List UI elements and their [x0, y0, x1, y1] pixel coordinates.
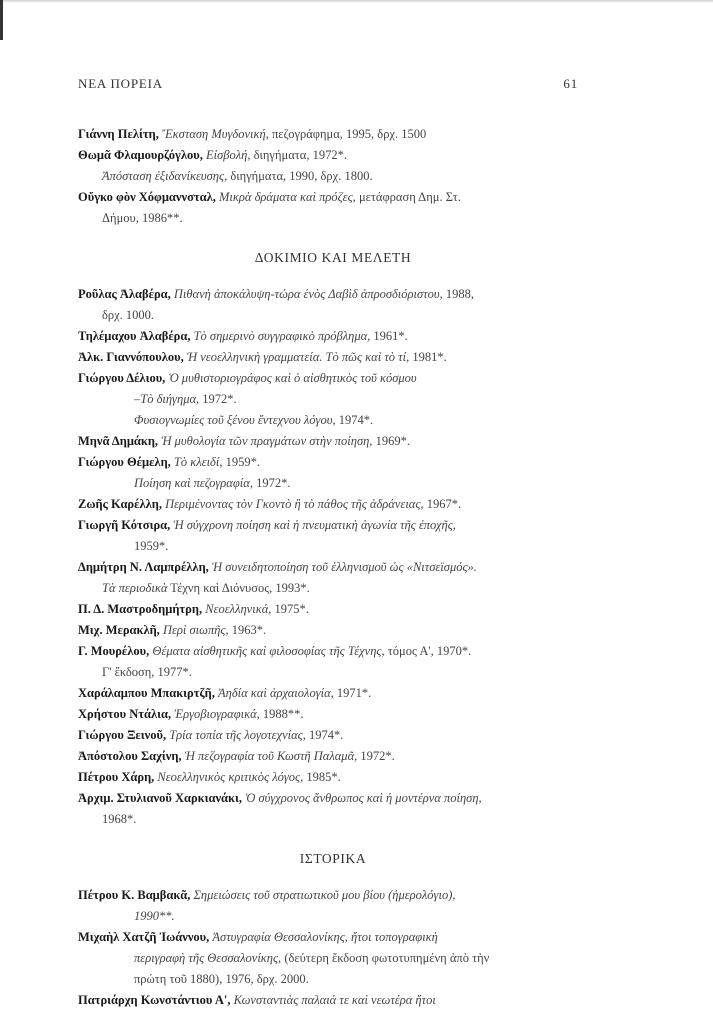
entry-details: μετάφραση Δημ. Στ.: [355, 190, 461, 204]
entry-details: 1972*.: [357, 749, 395, 763]
entry-work-title: Περὶ σιωπῆς,: [162, 623, 229, 637]
entry-details: (δεύτερη ἔκδοση φωτοτυπημένη ἀπὸ τὴν: [281, 951, 490, 965]
bibliography-entry: [78, 474, 588, 492]
entry-details: πρώτη τοῦ 1880), 1976, δρχ. 2000.: [134, 972, 309, 986]
scan-edge-top: [0, 0, 713, 3]
bibliography-entry: [78, 348, 588, 366]
entry-details: 1988,: [442, 287, 475, 301]
page-number: 61: [563, 76, 578, 91]
entry-work-title: περιγραφὴ τῆς Θεσσαλονίκης,: [134, 951, 282, 965]
history-entry-list: [78, 886, 588, 1009]
bibliography-entry: [78, 684, 588, 702]
entry-details: 1972*.: [252, 476, 291, 490]
entry-work-title: Ἀστυγραφία Θεσσαλονίκης, ἤτοι τοπογραφικὴ: [212, 930, 438, 944]
bibliography-entry: [78, 411, 588, 429]
entry-details: 1974*.: [305, 728, 344, 742]
entry-work-title: Εἰσβολή,: [206, 148, 251, 162]
bibliography-entry: [78, 810, 588, 828]
entry-details: 1972*.: [199, 392, 237, 406]
entry-work-title: Ποίηση καὶ πεζογραφία,: [134, 476, 253, 490]
entry-work-title: Περιμένοντας τὸν Γκοντὸ ἢ τὸ πάθος τῆς ἀδράνειας,: [165, 497, 424, 511]
bibliography-entry: [78, 432, 588, 450]
entry-details: διηγήματα, 1990, δρχ. 1800.: [227, 169, 373, 183]
bibliography-entry: [78, 306, 588, 324]
entry-work-title: Τὸ σημερινὸ συγγραφικὸ πρόβλημα,: [193, 329, 371, 343]
entry-author: Μιχαὴλ Χατζῆ Ἰωάννου,: [78, 930, 213, 944]
entry-work-title: Φυσιογνωμίες τοῦ ξένου ἔντεχνου λόγου,: [134, 413, 336, 427]
bibliography-entry: [78, 369, 588, 387]
bibliography-entry: [78, 327, 588, 345]
bibliography-entry: [78, 970, 588, 988]
bibliography-entry: [78, 167, 588, 185]
entry-author: Οὔγκο φὸν Χόφμαννσταλ,: [78, 190, 220, 204]
entry-work-title: Ὁ μυθιστοριογράφος καὶ ὁ αἰσθητικὸς τοῦ κόσμου: [168, 371, 417, 385]
entry-work-title: Ἡ σύγχρονη ποίηση καὶ ἡ πνευματικὴ ἀγωνία τῆς ἐποχῆς,: [173, 518, 456, 532]
bibliography-entry: [78, 768, 588, 786]
entry-details: Γ' ἔκδοση, 1977*.: [102, 665, 192, 679]
bibliography-entry: [78, 188, 588, 206]
entry-author: Γ. Μουρέλου,: [78, 644, 153, 658]
entry-work-title: Τὰ περιοδικὰ: [102, 581, 168, 595]
entry-author: Μιχ. Μερακλῆ,: [78, 623, 163, 637]
entry-details: 1971*.: [333, 686, 372, 700]
entry-work-title: –Τὸ διήγημα,: [134, 392, 200, 406]
entry-details: 1985*.: [303, 770, 341, 784]
bibliography-entry: [78, 663, 588, 681]
bibliography-entry: [78, 125, 588, 143]
journal-title: ΝΕΑ ΠΟΡΕΙΑ: [78, 76, 163, 91]
entry-author: Ἀλκ. Γιαννόπουλου,: [78, 350, 187, 364]
bibliography-entry: [78, 209, 588, 227]
entry-details: 1969*.: [372, 434, 410, 448]
bibliography-entry: [78, 285, 588, 303]
bibliography-entry: [78, 991, 588, 1009]
section-title-essay: ΔΟΚΙΜΙΟ ΚΑΙ ΜΕΛΕΤΗ: [254, 250, 412, 265]
bibliography-entry: [78, 642, 588, 660]
entry-author: Πέτρου Χάρη,: [78, 770, 158, 784]
entry-work-title: Νεοελληνικά,: [205, 602, 272, 616]
entry-details: 1974*.: [335, 413, 374, 427]
entry-work-title: Ἡ πεζογραφία τοῦ Κωστῆ Παλαμᾶ,: [184, 749, 358, 763]
entry-details: 1981*.: [409, 350, 447, 364]
entry-author: Ζωῆς Καρέλλη,: [78, 497, 166, 511]
entry-author: Ροῦλας Ἀλαβέρα,: [78, 287, 174, 301]
entry-author: Γιώργου Θέμελη,: [78, 455, 174, 469]
entry-author: Μηνᾶ Δημάκη,: [78, 434, 162, 448]
entry-details: 1975*.: [271, 602, 309, 616]
entry-work-title: Ὁ σύγχρονος ἄνθρωπος καὶ ἡ μοντέρνα ποίηση,: [245, 791, 482, 805]
entry-author: Ἀπόστολου Σαχίνη,: [78, 749, 185, 763]
entry-work-title: 1990**.: [134, 909, 175, 923]
bibliography-entry: [78, 928, 588, 946]
bibliography-entry: [78, 907, 588, 925]
entry-work-title: Ἀηδία καὶ ἀρχαιολογία,: [217, 686, 334, 700]
entry-details: 1959*.: [134, 539, 169, 553]
entry-details: πεζογράφημα, 1995, δρχ. 1500: [268, 127, 427, 141]
entry-work-title: Ἔκσταση Μυγδονική,: [161, 127, 269, 141]
bibliography-entry: [78, 949, 588, 967]
entry-details: 1967*.: [423, 497, 462, 511]
entry-work-title: Ἡ μυθολογία τῶν πραγμάτων στὴν ποίηση,: [161, 434, 373, 448]
page-content: [78, 125, 588, 1012]
entry-details: 1968*.: [102, 812, 137, 826]
entry-work-title: Τὸ κλειδί,: [173, 455, 223, 469]
bibliography-entry: [78, 453, 588, 471]
entry-details: τόμος Α', 1970*.: [384, 644, 472, 658]
entry-author: Θωμᾶ Φλαμουρζόγλου,: [78, 148, 207, 162]
top-entry-list: [78, 125, 588, 227]
bibliography-entry: [78, 621, 588, 639]
entry-author: Χρήστου Ντάλια,: [78, 707, 175, 721]
entry-author: Πατριάρχη Κωνστάντιου Α',: [78, 993, 234, 1007]
entry-details: διηγήματα, 1972*.: [250, 148, 347, 162]
entry-author: Πέτρου Κ. Βαμβακᾶ,: [78, 888, 194, 902]
page-header: [78, 76, 578, 92]
section-title-history: ΙΣΤΟΡΙΚΑ: [299, 851, 367, 866]
entry-work-title: Ἀπόσταση ἐξιδανίκευσης,: [102, 169, 228, 183]
bibliography-entry: [78, 390, 588, 408]
bibliography-entry: [78, 146, 588, 164]
entry-work-title: Κωνσταντιὰς παλαιά τε καὶ νεωτέρα ἤτοι: [233, 993, 436, 1007]
bibliography-entry: [78, 747, 588, 765]
entry-author: Π. Δ. Μαστροδημήτρη,: [78, 602, 206, 616]
entry-author: Χαράλαμπου Μπακιρτζῆ,: [78, 686, 218, 700]
entry-author: Ἀρχιμ. Στυλιανοῦ Χαρκιανάκι,: [78, 791, 246, 805]
entry-details: 1959*.: [222, 455, 260, 469]
entry-work-title: Τρία τοπία τῆς λογοτεχνίας,: [169, 728, 306, 742]
bibliography-entry: [78, 726, 588, 744]
entry-work-title: Ἐργοβιογραφικά,: [174, 707, 260, 721]
entry-details: 1988**.: [259, 707, 304, 721]
entry-author: Τηλέμαχου Ἀλαβέρα,: [78, 329, 194, 343]
entry-author: Δημήτρη Ν. Λαμπρέλλη,: [78, 560, 212, 574]
bibliography-entry: [78, 516, 588, 534]
bibliography-entry: [78, 579, 588, 597]
entry-author: Γιωργῆ Κότσιρα,: [78, 518, 174, 532]
bibliography-entry: [78, 600, 588, 618]
entry-details: δρχ. 1000.: [102, 308, 155, 322]
scan-edge-left: [0, 0, 3, 40]
bibliography-entry: [78, 558, 588, 576]
bibliography-entry: [78, 705, 588, 723]
bibliography-entry: [78, 789, 588, 807]
entry-work-title: Μικρὰ δράματα καὶ πρόζες,: [219, 190, 356, 204]
essay-entry-list: [78, 285, 588, 828]
entry-details: Δήμου, 1986**.: [102, 211, 183, 225]
entry-work-title: Θέματα αἰσθητικῆς καὶ φιλοσοφίας τῆς Τέχνης,: [152, 644, 385, 658]
entry-author: Γιώργου Δέλιου,: [78, 371, 169, 385]
entry-details: 1961*.: [370, 329, 408, 343]
bibliography-entry: [78, 886, 588, 904]
entry-work-title: Ἡ νεοελληνικὴ γραμματεία. Τὸ πῶς καὶ τὸ τί,: [186, 350, 410, 364]
entry-details: 1963*.: [228, 623, 267, 637]
entry-author: Γιώργου Ξεινοῦ,: [78, 728, 170, 742]
entry-work-title: Νεοελληνικὸς κριτικὸς λόγος,: [157, 770, 304, 784]
entry-work-title: Ἡ συνειδητοποίηση τοῦ ἑλληνισμοῦ ὡς «Νιτσεϊσμός».: [211, 560, 477, 574]
entry-details: Τέχνη καὶ Διόνυσος, 1993*.: [167, 581, 310, 595]
entry-author: Γιάννη Πελίτη,: [78, 127, 162, 141]
entry-work-title: Πιθανὴ ἀποκάλυψη-τώρα ἑνὸς Δαβὶδ ἀπροσδιόριστου,: [173, 287, 443, 301]
entry-work-title: Σημειώσεις τοῦ στρατιωτικοῦ μου βίου (ἡμερολόγιο),: [193, 888, 456, 902]
bibliography-entry: [78, 495, 588, 513]
bibliography-entry: [78, 537, 588, 555]
